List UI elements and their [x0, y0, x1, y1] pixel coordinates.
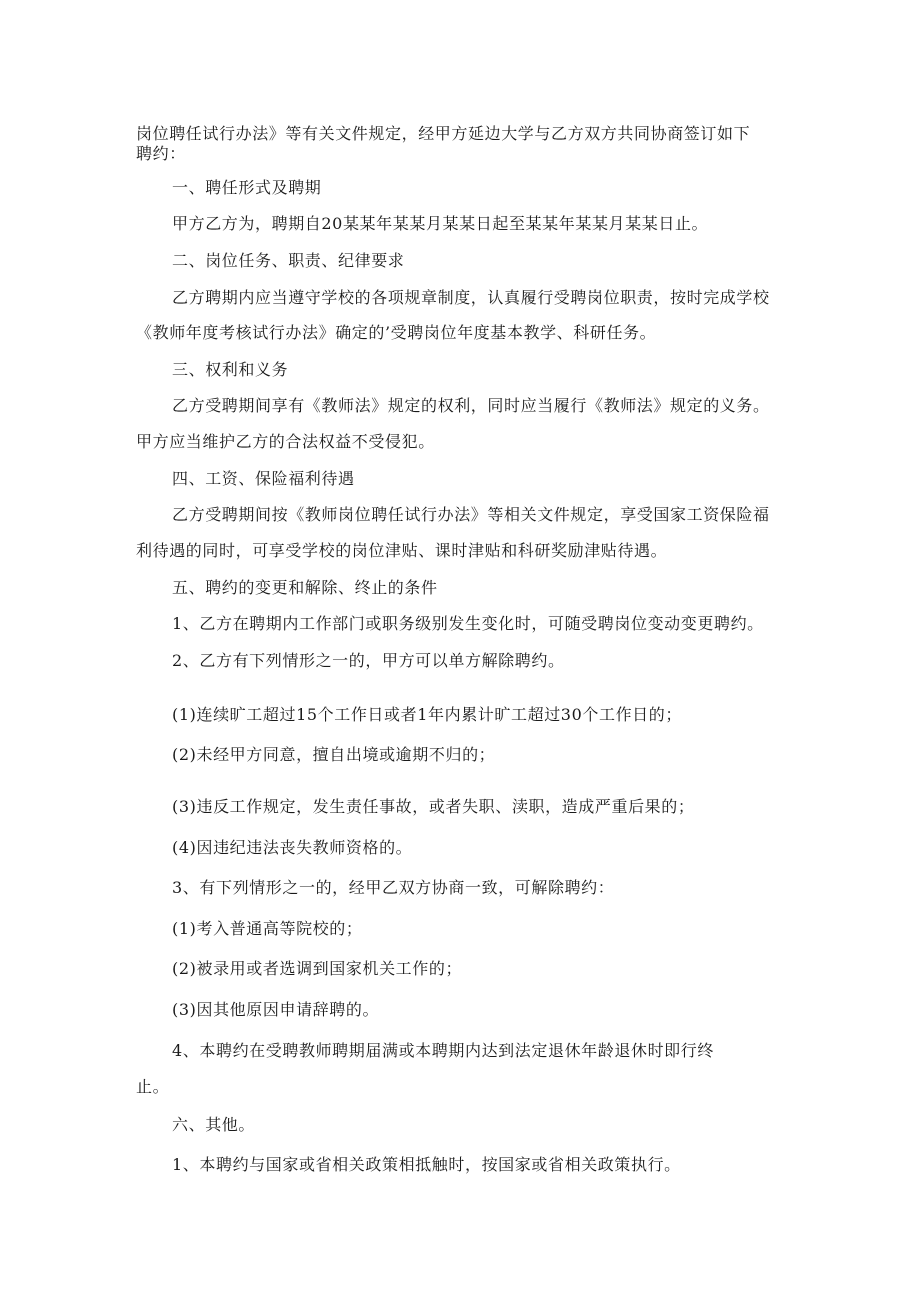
text-line: 岗位聘任试行办法》等有关文件规定，经甲方延边大学与乙方双方共同协商签订如下 — [136, 124, 751, 143]
section-heading: 二、岗位任务、职责、纪律要求 — [172, 251, 405, 270]
text-line: 1、本聘约与国家或省相关政策相抵触时，按国家或省相关政策执行。 — [172, 1155, 681, 1174]
list-item: (2)未经甲方同意，擅自出境或逾期不归的； — [172, 745, 496, 764]
section-heading: 六、其他。 — [172, 1115, 256, 1134]
text-line: 1、乙方在聘期内工作部门或职务级别发生变化时，可随受聘岗位变动变更聘约。 — [172, 614, 764, 633]
text-line: 聘约： — [136, 144, 186, 163]
list-item: (1)连续旷工超过15个工作日或者1年内累计旷工超过30个工作日的； — [172, 705, 682, 724]
text-line: 4、本聘约在受聘教师聘期届满或本聘期内达到法定退休年龄退休时即行终 — [172, 1041, 714, 1060]
list-item: (2)被录用或者选调到国家机关工作的； — [172, 959, 463, 978]
text-line: 止。 — [136, 1077, 170, 1096]
text-line: 3、有下列情形之一的，经甲乙双方协商一致，可解除聘约： — [172, 878, 615, 897]
section-heading: 四、工资、保险福利待遇 — [172, 469, 355, 488]
text-line: 乙方受聘期间享有《教师法》规定的权利，同时应当履行《教师法》规定的义务。 — [172, 396, 770, 415]
section-heading: 五、聘约的变更和解除、终止的条件 — [172, 578, 438, 597]
text-line: 乙方受聘期间按《教师岗位聘任试行办法》等相关文件规定，享受国家工资保险福 — [172, 505, 770, 524]
list-item: (1)考入普通高等院校的； — [172, 919, 363, 938]
section-heading: 三、权利和义务 — [172, 360, 289, 379]
text-line: 甲方乙方为，聘期自20某某年某某月某某日起至某某年某某月某某日止。 — [172, 214, 709, 233]
list-item: (4)因违纪违法丧失教师资格的。 — [172, 838, 413, 857]
text-line: 利待遇的同时，可享受学校的岗位津贴、课时津贴和科研奖励津贴待遇。 — [136, 541, 668, 560]
list-item: (3)因其他原因申请辞聘的。 — [172, 1000, 380, 1019]
text-line: 甲方应当维护乙方的合法权益不受侵犯。 — [136, 432, 435, 451]
text-line: 《教师年度考核试行办法》确定的’受聘岗位年度基本教学、科研任务。 — [136, 323, 657, 342]
section-heading: 一、聘任形式及聘期 — [172, 178, 322, 197]
text-line: 2、乙方有下列情形之一的，甲方可以单方解除聘约。 — [172, 651, 565, 670]
list-item: (3)违反工作规定，发生责任事故，或者失职、渎职，造成严重后果的； — [172, 797, 695, 816]
text-line: 乙方聘期内应当遵守学校的各项规章制度，认真履行受聘岗位职责，按时完成学校 — [172, 288, 770, 307]
